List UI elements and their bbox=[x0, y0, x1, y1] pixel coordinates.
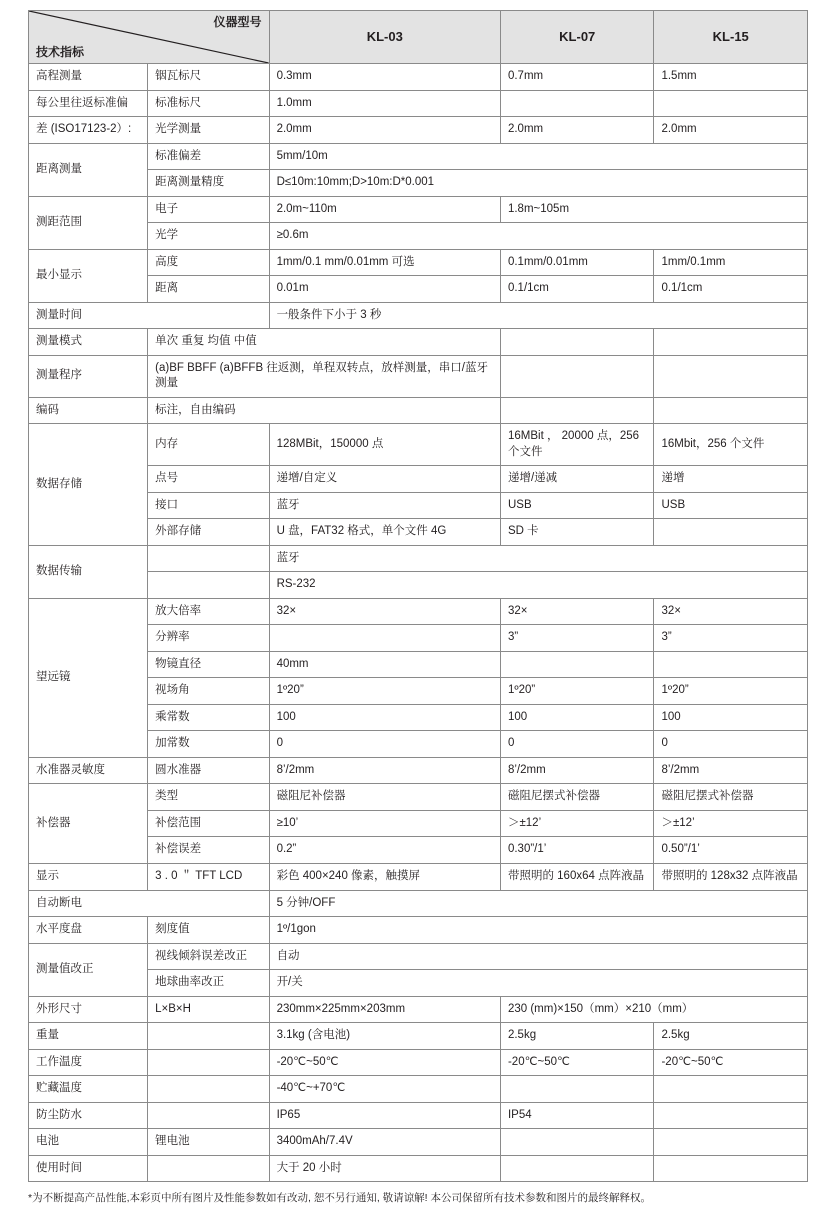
cell-kl15: 8’/2mm bbox=[654, 757, 808, 784]
header-corner-cell bbox=[29, 11, 270, 64]
cell-kl03: 彩色 400×240 像素，触摸屏 bbox=[269, 863, 500, 890]
row-sublabel: 接口 bbox=[148, 492, 269, 519]
cell-kl07: 0 bbox=[500, 731, 654, 758]
row-label: 重量 bbox=[29, 1023, 148, 1050]
row-label: 测量模式 bbox=[29, 329, 148, 356]
cell-kl15: 1mm/0.1mm bbox=[654, 249, 808, 276]
cell-all-models: D≤10m:10mm;D>10m:D*0.001 bbox=[269, 170, 807, 197]
cell-kl07 bbox=[500, 397, 654, 424]
row-sublabel: 距离 bbox=[148, 276, 269, 303]
row-sublabel bbox=[148, 1155, 269, 1182]
header-model-kl07: KL-07 bbox=[500, 11, 654, 64]
table-row bbox=[29, 545, 808, 572]
cell-kl15 bbox=[654, 355, 808, 397]
table-row bbox=[29, 64, 808, 91]
row-sublabel: 标准偏差 bbox=[148, 143, 269, 170]
cell-kl03: 单次 重复 均值 中值 bbox=[148, 329, 501, 356]
cell-all-models: 一般条件下小于 3 秒 bbox=[269, 302, 807, 329]
row-sublabel: 视线倾斜误差改正 bbox=[148, 943, 269, 970]
row-sublabel: 锂电池 bbox=[148, 1129, 269, 1156]
cell-kl15: 0 bbox=[654, 731, 808, 758]
cell-kl03: 标注，自由编码 bbox=[148, 397, 501, 424]
row-sublabel: 高度 bbox=[148, 249, 269, 276]
row-label: 测量值改正 bbox=[29, 943, 148, 996]
footnote-disclaimer: *为不断提高产品性能,本彩页中所有图片及性能参数如有改动, 恕不另行通知, 敬请谅解! 本公司保留所有技术参数和图片的最终解释权。 bbox=[28, 1192, 652, 1205]
table-row bbox=[29, 302, 808, 329]
cell-kl15: 3” bbox=[654, 625, 808, 652]
cell-kl15: 递增 bbox=[654, 466, 808, 493]
header-model-label: 仪器型号 bbox=[213, 15, 262, 29]
cell-kl07 bbox=[500, 329, 654, 356]
cell-kl03: IP65 bbox=[269, 1102, 500, 1129]
cell-kl15 bbox=[654, 1076, 808, 1103]
cell-kl03: U 盘，FAT32 格式，单个文件 4G bbox=[269, 519, 500, 546]
row-label: 数据传输 bbox=[29, 545, 148, 598]
row-sublabel bbox=[148, 1023, 269, 1050]
table-row bbox=[29, 196, 808, 223]
cell-kl07: ＞±12’ bbox=[500, 810, 654, 837]
table-header-row bbox=[29, 11, 808, 64]
cell-kl15: 带照明的 128x32 点阵液晶 bbox=[654, 863, 808, 890]
row-label: 水平度盘 bbox=[29, 917, 148, 944]
row-label: 水准器灵敏度 bbox=[29, 757, 148, 784]
cell-kl07: 0.1mm/0.01mm bbox=[500, 249, 654, 276]
cell-all-models: 1º/1gon bbox=[269, 917, 807, 944]
row-sublabel: 刻度值 bbox=[148, 917, 269, 944]
row-label: 贮藏温度 bbox=[29, 1076, 148, 1103]
row-label: 显示 bbox=[29, 863, 148, 890]
table-row bbox=[29, 996, 808, 1023]
cell-kl15 bbox=[654, 90, 808, 117]
row-sublabel bbox=[148, 1076, 269, 1103]
row-sublabel: 补偿误差 bbox=[148, 837, 269, 864]
row-sublabel: L×B×H bbox=[148, 996, 269, 1023]
row-label: 每公里往返标准偏 bbox=[29, 90, 148, 117]
row-sublabel bbox=[148, 572, 269, 599]
row-sublabel: 标准标尺 bbox=[148, 90, 269, 117]
cell-kl07: 1º20” bbox=[500, 678, 654, 705]
cell-kl03: 蓝牙 bbox=[269, 492, 500, 519]
header-model-kl03: KL-03 bbox=[269, 11, 500, 64]
table-row bbox=[29, 1049, 808, 1076]
row-sublabel: 电子 bbox=[148, 196, 269, 223]
row-label: 自动断电 bbox=[29, 890, 270, 917]
row-label: 差 (ISO17123-2）: bbox=[29, 117, 148, 144]
table-row bbox=[29, 784, 808, 811]
cell-kl03: 1º20” bbox=[269, 678, 500, 705]
cell-kl15: -20℃~50℃ bbox=[654, 1049, 808, 1076]
cell-kl15: USB bbox=[654, 492, 808, 519]
cell-kl07 bbox=[500, 1129, 654, 1156]
cell-kl03: (a)BF BBFF (a)BFFB 往返测，单程双转点，放样测量，串口/蓝牙测量 bbox=[148, 355, 501, 397]
table-row bbox=[29, 757, 808, 784]
row-sublabel: 点号 bbox=[148, 466, 269, 493]
cell-kl15: 100 bbox=[654, 704, 808, 731]
cell-kl07: 3” bbox=[500, 625, 654, 652]
row-sublabel: 外部存储 bbox=[148, 519, 269, 546]
table-row bbox=[29, 598, 808, 625]
cell-kl07: 16MBit ， 20000 点，256 个文件 bbox=[500, 424, 654, 466]
cell-kl15 bbox=[654, 1102, 808, 1129]
table-row bbox=[29, 1076, 808, 1103]
row-label: 测量时间 bbox=[29, 302, 270, 329]
row-sublabel: 加常数 bbox=[148, 731, 269, 758]
table-row bbox=[29, 90, 808, 117]
cell-kl07 bbox=[500, 1076, 654, 1103]
cell-kl15: 0.1/1cm bbox=[654, 276, 808, 303]
row-sublabel: 铟瓦标尺 bbox=[148, 64, 269, 91]
table-row bbox=[29, 943, 808, 970]
cell-kl07: -20℃~50℃ bbox=[500, 1049, 654, 1076]
cell-kl03: 230mm×225mm×203mm bbox=[269, 996, 500, 1023]
cell-kl07: 2.0mm bbox=[500, 117, 654, 144]
cell-kl03: 1mm/0.1 mm/0.01mm 可选 bbox=[269, 249, 500, 276]
cell-kl03: 2.0m~110m bbox=[269, 196, 500, 223]
row-sublabel: 乘常数 bbox=[148, 704, 269, 731]
cell-kl03: -20℃~50℃ bbox=[269, 1049, 500, 1076]
cell-kl07 bbox=[500, 1155, 654, 1182]
specifications-table bbox=[28, 10, 808, 1182]
table-row bbox=[29, 1129, 808, 1156]
cell-kl15: 磁阻尼摆式补偿器 bbox=[654, 784, 808, 811]
row-sublabel: 内存 bbox=[148, 424, 269, 466]
row-sublabel: 距离测量精度 bbox=[148, 170, 269, 197]
cell-kl15 bbox=[654, 1129, 808, 1156]
cell-all-models: 自动 bbox=[269, 943, 807, 970]
table-row bbox=[29, 1155, 808, 1182]
cell-all-models: 开/关 bbox=[269, 970, 807, 997]
table-row bbox=[29, 1102, 808, 1129]
table-row bbox=[29, 355, 808, 397]
row-label: 补偿器 bbox=[29, 784, 148, 864]
table-row bbox=[29, 1023, 808, 1050]
cell-kl03: 0.3mm bbox=[269, 64, 500, 91]
row-sublabel bbox=[148, 545, 269, 572]
header-model-kl15: KL-15 bbox=[654, 11, 808, 64]
cell-kl03: 大于 20 小时 bbox=[269, 1155, 500, 1182]
row-label: 防尘防水 bbox=[29, 1102, 148, 1129]
cell-kl15: 1.5mm bbox=[654, 64, 808, 91]
cell-kl15 bbox=[654, 519, 808, 546]
row-sublabel: 类型 bbox=[148, 784, 269, 811]
row-label: 数据存储 bbox=[29, 424, 148, 546]
cell-kl07: 8’/2mm bbox=[500, 757, 654, 784]
cell-kl15: 1º20” bbox=[654, 678, 808, 705]
cell-all-models: RS-232 bbox=[269, 572, 807, 599]
cell-kl03: 128MBit，150000 点 bbox=[269, 424, 500, 466]
row-label: 使用时间 bbox=[29, 1155, 148, 1182]
row-label: 望远镜 bbox=[29, 598, 148, 757]
cell-kl07: 磁阻尼摆式补偿器 bbox=[500, 784, 654, 811]
row-sublabel: 放大倍率 bbox=[148, 598, 269, 625]
row-sublabel bbox=[148, 1049, 269, 1076]
cell-kl07: 32× bbox=[500, 598, 654, 625]
cell-kl07: 100 bbox=[500, 704, 654, 731]
cell-kl15: 32× bbox=[654, 598, 808, 625]
cell-kl15: 16Mbit，256 个文件 bbox=[654, 424, 808, 466]
row-label: 外形尺寸 bbox=[29, 996, 148, 1023]
table-row bbox=[29, 424, 808, 466]
cell-kl03: ≥10’ bbox=[269, 810, 500, 837]
table-row bbox=[29, 397, 808, 424]
table-row bbox=[29, 863, 808, 890]
cell-kl07: SD 卡 bbox=[500, 519, 654, 546]
row-sublabel bbox=[148, 1102, 269, 1129]
row-label: 工作温度 bbox=[29, 1049, 148, 1076]
row-label: 测距范围 bbox=[29, 196, 148, 249]
cell-kl03 bbox=[269, 625, 500, 652]
header-spec-label: 技术指标 bbox=[36, 44, 85, 59]
row-sublabel: 3 . 0 ＂ TFT LCD bbox=[148, 863, 269, 890]
cell-kl15: 2.5kg bbox=[654, 1023, 808, 1050]
row-sublabel: 补偿范围 bbox=[148, 810, 269, 837]
cell-kl15 bbox=[654, 1155, 808, 1182]
row-sublabel: 地球曲率改正 bbox=[148, 970, 269, 997]
cell-kl03: -40℃~+70℃ bbox=[269, 1076, 500, 1103]
cell-kl03: 3400mAh/7.4V bbox=[269, 1129, 500, 1156]
cell-kl07-kl15: 1.8m~105m bbox=[500, 196, 807, 223]
cell-kl03: 3.1kg (含电池) bbox=[269, 1023, 500, 1050]
cell-kl07 bbox=[500, 90, 654, 117]
table-row bbox=[29, 917, 808, 944]
cell-kl03: 2.0mm bbox=[269, 117, 500, 144]
row-sublabel: 圆水准器 bbox=[148, 757, 269, 784]
cell-kl07: 带照明的 160x64 点阵液晶 bbox=[500, 863, 654, 890]
cell-kl03: 磁阻尼补偿器 bbox=[269, 784, 500, 811]
table-row bbox=[29, 890, 808, 917]
cell-all-models: 5mm/10m bbox=[269, 143, 807, 170]
cell-kl15: ＞±12’ bbox=[654, 810, 808, 837]
cell-all-models: 5 分钟/OFF bbox=[269, 890, 807, 917]
table-row bbox=[29, 143, 808, 170]
row-label: 高程测量 bbox=[29, 64, 148, 91]
row-sublabel: 物镜直径 bbox=[148, 651, 269, 678]
cell-kl07: IP54 bbox=[500, 1102, 654, 1129]
cell-kl03: 8’/2mm bbox=[269, 757, 500, 784]
row-sublabel: 分辨率 bbox=[148, 625, 269, 652]
cell-kl15: 0.50”/1’ bbox=[654, 837, 808, 864]
row-label: 编码 bbox=[29, 397, 148, 424]
cell-kl07: 递增/递减 bbox=[500, 466, 654, 493]
cell-kl03: 1.0mm bbox=[269, 90, 500, 117]
table-row bbox=[29, 329, 808, 356]
cell-kl03: 0.01m bbox=[269, 276, 500, 303]
cell-kl07 bbox=[500, 651, 654, 678]
row-sublabel: 光学 bbox=[148, 223, 269, 250]
cell-kl15 bbox=[654, 329, 808, 356]
cell-kl03: 0.2” bbox=[269, 837, 500, 864]
row-sublabel: 视场角 bbox=[148, 678, 269, 705]
row-label: 最小显示 bbox=[29, 249, 148, 302]
cell-kl03: 100 bbox=[269, 704, 500, 731]
row-label: 测量程序 bbox=[29, 355, 148, 397]
cell-kl15 bbox=[654, 397, 808, 424]
cell-kl07: 0.7mm bbox=[500, 64, 654, 91]
cell-kl03: 0 bbox=[269, 731, 500, 758]
cell-all-models: 蓝牙 bbox=[269, 545, 807, 572]
cell-kl07: USB bbox=[500, 492, 654, 519]
cell-kl07: 0.30”/1’ bbox=[500, 837, 654, 864]
cell-kl07 bbox=[500, 355, 654, 397]
table-row bbox=[29, 117, 808, 144]
cell-kl03: 递增/自定义 bbox=[269, 466, 500, 493]
cell-kl07: 0.1/1cm bbox=[500, 276, 654, 303]
cell-kl03: 40mm bbox=[269, 651, 500, 678]
cell-kl03: 32× bbox=[269, 598, 500, 625]
cell-kl07-kl15: 230 (mm)×150（mm）×210（mm） bbox=[500, 996, 807, 1023]
cell-kl07: 2.5kg bbox=[500, 1023, 654, 1050]
row-label: 距离测量 bbox=[29, 143, 148, 196]
table-row bbox=[29, 249, 808, 276]
row-sublabel: 光学测量 bbox=[148, 117, 269, 144]
cell-all-models: ≥0.6m bbox=[269, 223, 807, 250]
cell-kl15 bbox=[654, 651, 808, 678]
cell-kl15: 2.0mm bbox=[654, 117, 808, 144]
row-label: 电池 bbox=[29, 1129, 148, 1156]
